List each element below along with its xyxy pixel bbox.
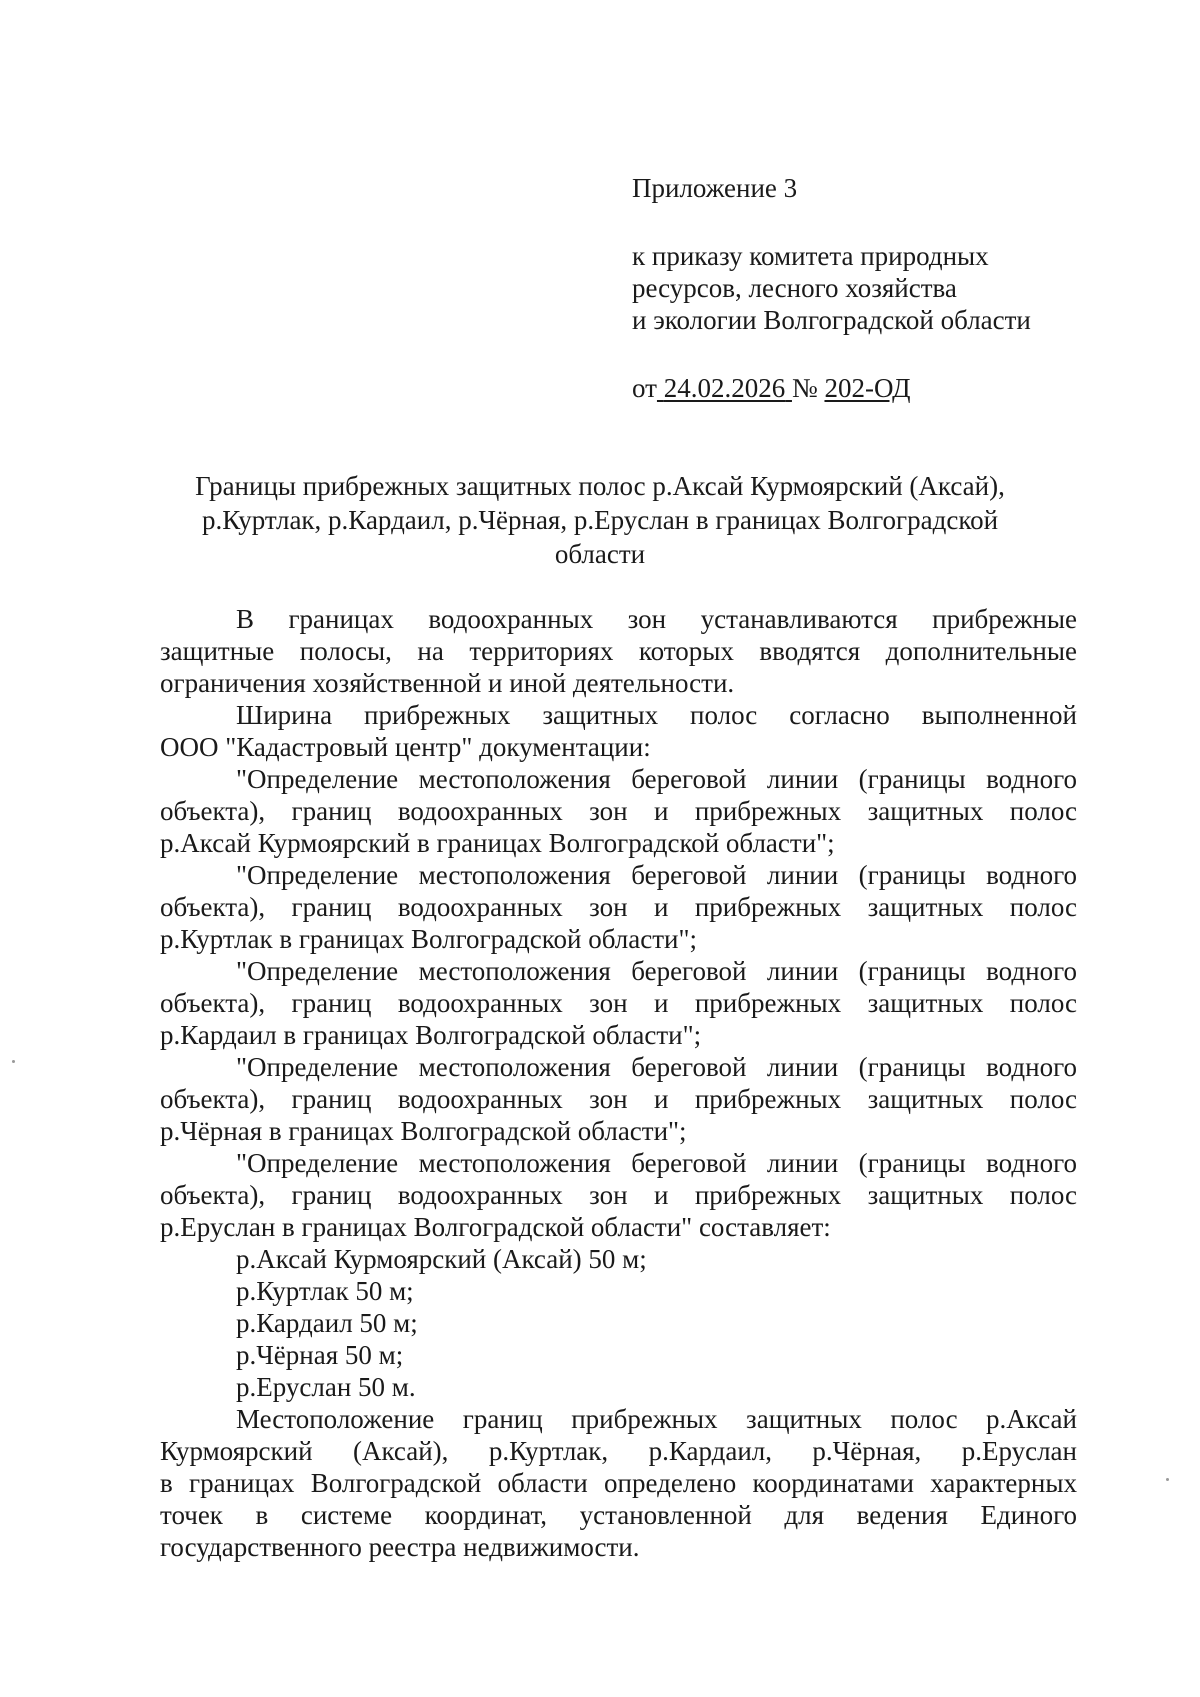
body-line-3: ограничения хозяйственной и иной деятельности. bbox=[160, 668, 735, 698]
width-item-aksai: р.Аксай Курмоярский (Аксай) 50 м; bbox=[236, 1244, 647, 1274]
body-line-29: точек в системе координат, установленной для ведения Единого bbox=[160, 1500, 1077, 1530]
body-line-4: Ширина прибрежных защитных полос согласно выполненной bbox=[236, 700, 1077, 730]
body-line-20: р.Еруслан в границах Волгоградской области" составляет: bbox=[160, 1212, 831, 1242]
title-line-1: Границы прибрежных защитных полос р.Аксай Курмоярский (Аксай), bbox=[195, 471, 1005, 501]
appendix-label: Приложение 3 bbox=[632, 173, 798, 203]
body-line-8: р.Аксай Курмоярский в границах Волгоградской области"; bbox=[160, 828, 835, 858]
body-line-1: В границах водоохранных зон устанавливаются прибрежные bbox=[236, 604, 1077, 634]
body-line-30: государственного реестра недвижимости. bbox=[160, 1532, 640, 1562]
body-line-12: "Определение местоположения береговой линии (границы водного bbox=[236, 956, 1077, 986]
order-line-3: и экологии Волгоградской области bbox=[632, 305, 1031, 335]
scan-speck bbox=[1166, 1478, 1169, 1481]
order-number: 202-ОД bbox=[824, 373, 911, 403]
width-item-eruslan: р.Еруслан 50 м. bbox=[236, 1372, 416, 1402]
width-item-chernaya: р.Чёрная 50 м; bbox=[236, 1340, 404, 1370]
body-line-9: "Определение местоположения береговой линии (границы водного bbox=[236, 860, 1077, 890]
width-item-kurtlak: р.Куртлак 50 м; bbox=[236, 1276, 414, 1306]
number-sign: № bbox=[791, 373, 818, 403]
body-line-11: р.Куртлак в границах Волгоградской области"; bbox=[160, 924, 697, 954]
body-line-7: объекта), границ водоохранных зон и прибрежных защитных полос bbox=[160, 796, 1077, 826]
body-line-10: объекта), границ водоохранных зон и прибрежных защитных полос bbox=[160, 892, 1077, 922]
scan-speck bbox=[12, 1060, 15, 1063]
body-line-19: объекта), границ водоохранных зон и прибрежных защитных полос bbox=[160, 1180, 1077, 1210]
title-line-3: области bbox=[554, 539, 646, 569]
body-line-6: "Определение местоположения береговой линии (границы водного bbox=[236, 764, 1077, 794]
date-prefix: от bbox=[632, 373, 657, 403]
body-line-26: Местоположение границ прибрежных защитных полос р.Аксай bbox=[236, 1404, 1077, 1434]
body-line-17: р.Чёрная в границах Волгоградской области"; bbox=[160, 1116, 687, 1146]
body-line-15: "Определение местоположения береговой линии (границы водного bbox=[236, 1052, 1077, 1082]
order-line-2: ресурсов, лесного хозяйства bbox=[632, 273, 957, 303]
order-date: 24.02.2026 bbox=[663, 373, 786, 403]
body-line-5: ООО "Кадастровый центр" документации: bbox=[160, 732, 651, 762]
body-line-2: защитные полосы, на территориях которых вводятся дополнительные bbox=[160, 636, 1077, 666]
order-date-number bbox=[632, 372, 911, 404]
body-line-27: Курмоярский (Аксай), р.Куртлак, р.Кардаил, р.Чёрная, р.Еруслан bbox=[160, 1436, 1077, 1466]
body-line-18: "Определение местоположения береговой линии (границы водного bbox=[236, 1148, 1077, 1178]
body-line-13: объекта), границ водоохранных зон и прибрежных защитных полос bbox=[160, 988, 1077, 1018]
title-line-2: р.Куртлак, р.Кардаил, р.Чёрная, р.Еруслан в границах Волгоградской bbox=[201, 505, 999, 535]
width-item-kardail: р.Кардаил 50 м; bbox=[236, 1308, 418, 1338]
body-line-28: в границах Волгоградской области определено координатами характерных bbox=[160, 1468, 1077, 1498]
body-line-16: объекта), границ водоохранных зон и прибрежных защитных полос bbox=[160, 1084, 1077, 1114]
order-line-1: к приказу комитета природных bbox=[632, 241, 989, 271]
body-line-14: р.Кардаил в границах Волгоградской области"; bbox=[160, 1020, 702, 1050]
